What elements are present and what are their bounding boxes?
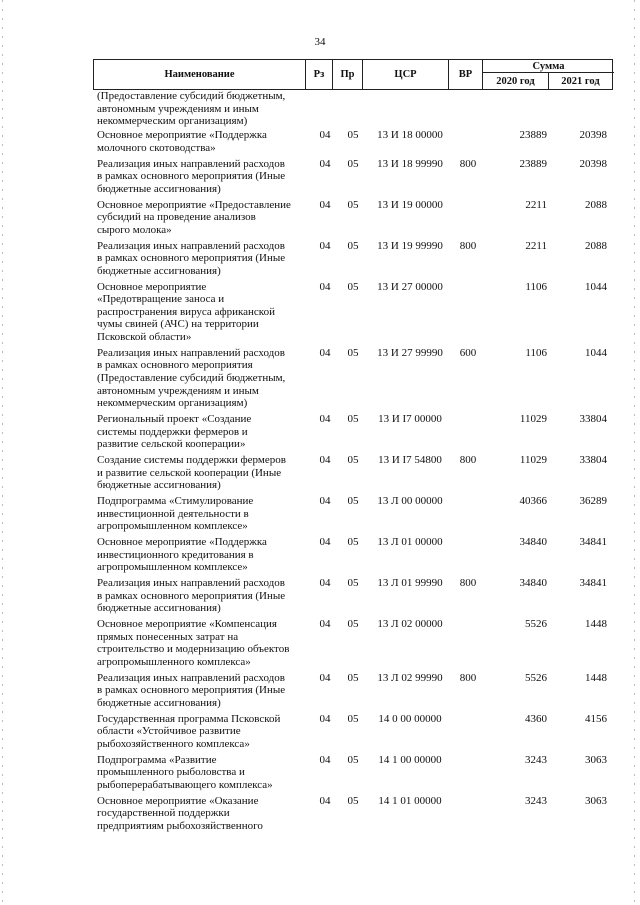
row-sum-2021: 20398 [579, 157, 607, 170]
row-pr: 05 [347, 198, 359, 211]
row-sum-2020: 3243 [525, 794, 547, 807]
row-pr: 05 [347, 577, 359, 590]
header-year-2021: 2021 год [561, 75, 600, 87]
row-sum-2021: 20398 [579, 129, 607, 142]
header-csr: ЦСР [363, 60, 449, 89]
row-sum-2021: 2088 [585, 239, 607, 252]
table-row [0, 129, 640, 157]
row-rz: 04 [319, 671, 331, 684]
row-pr: 05 [347, 536, 359, 549]
row-pr: 05 [347, 413, 359, 426]
row-sum-2021: 34841 [579, 536, 607, 549]
row-pr: 05 [347, 671, 359, 684]
header-rz: Рз [306, 60, 333, 89]
row-sum-2020: 2211 [525, 198, 547, 211]
table-row [0, 454, 640, 495]
row-sum-2020: 5526 [525, 618, 547, 631]
row-csr: 13 И 18 00000 [377, 129, 443, 142]
table-row [0, 347, 640, 413]
row-name: Реализация иных направлений расходов в рамках основного мероприятия (Иные бюджетные ассигнования) [97, 239, 286, 277]
table-row [0, 754, 640, 795]
row-vr: 800 [459, 239, 477, 252]
row-sum-2020: 1106 [525, 346, 547, 359]
row-sum-2020: 11029 [519, 454, 547, 467]
table-row [0, 240, 640, 281]
header-year-2020: 2020 год [483, 73, 549, 89]
row-sum-2020: 23889 [519, 157, 547, 170]
table-row [0, 199, 640, 240]
row-sum-2021: 36289 [579, 495, 607, 508]
row-csr: 14 0 00 00000 [378, 712, 442, 725]
row-name: Реализация иных направлений расходов в рамках основного мероприятия (Иные бюджетные ассигнования) [97, 671, 286, 709]
row-vr: 800 [459, 157, 477, 170]
row-name: Региональный проект «Создание системы поддержки фермеров и развитие сельской кооперации» [97, 413, 252, 451]
row-rz: 04 [319, 712, 331, 725]
row-sum-2021: 1044 [585, 346, 607, 359]
row-csr: 13 И 19 00000 [377, 198, 443, 211]
row-sum-2021: 1044 [585, 280, 607, 293]
row-rz: 04 [319, 794, 331, 807]
row-pr: 05 [347, 753, 359, 766]
table-row [0, 577, 640, 618]
row-rz: 04 [319, 198, 331, 211]
row-vr: 600 [459, 346, 477, 359]
row-csr: 13 И I7 00000 [378, 413, 442, 426]
table-row [0, 495, 640, 536]
row-sum-2020: 4360 [525, 712, 547, 725]
row-rz: 04 [319, 577, 331, 590]
row-rz: 04 [319, 536, 331, 549]
row-name: Создание системы поддержки фермеров и развитие сельской кооперации (Иные бюджетные ассигнования) [97, 454, 286, 492]
row-name: Основное мероприятие «Поддержка молочного скотоводства» [97, 129, 267, 154]
row-csr: 13 И 27 99990 [377, 346, 443, 359]
row-csr: 13 Л 01 00000 [377, 536, 443, 549]
row-pr: 05 [347, 129, 359, 142]
row-rz: 04 [319, 618, 331, 631]
row-csr: 14 1 01 00000 [378, 794, 442, 807]
row-sum-2020: 34840 [519, 577, 547, 590]
row-name: Реализация иных направлений расходов в рамках основного мероприятия (Иные бюджетные ассигнования) [97, 157, 286, 195]
table-header [93, 59, 613, 90]
table-row [0, 281, 640, 347]
row-name: Основное мероприятие «Оказание государственной поддержки предприятиям рыбохозяйственного [97, 794, 263, 832]
row-pr: 05 [347, 454, 359, 467]
header-sum-group [483, 60, 614, 89]
row-rz: 04 [319, 413, 331, 426]
row-rz: 04 [319, 346, 331, 359]
table-body [0, 90, 640, 836]
row-name: Основное мероприятие «Предотвращение заноса и распространения вируса африканской чумы свиней (АЧС) на территории Псковской области» [97, 280, 275, 344]
row-name: Реализация иных направлений расходов в рамках основного мероприятия (Предоставление субсидий бюджетным, автономным учреждениям и иным некоммерческим организациям) [97, 346, 286, 410]
row-sum-2021: 33804 [579, 413, 607, 426]
row-name: Подпрограмма «Стимулирование инвестиционной деятельности в агропромышленном комплексе» [97, 495, 254, 533]
page-number: 34 [314, 36, 326, 48]
row-name: Подпрограмма «Развитие промышленного рыболовства и рыбоперерабатывающего комплекса» [97, 753, 273, 791]
table-row [0, 713, 640, 754]
row-csr: 13 И 19 99990 [377, 239, 443, 252]
row-sum-2020: 23889 [519, 129, 547, 142]
row-sum-2020: 3243 [525, 753, 547, 766]
row-sum-2021: 1448 [585, 671, 607, 684]
table-row [0, 795, 640, 836]
row-pr: 05 [347, 346, 359, 359]
row-sum-2020: 34840 [519, 536, 547, 549]
row-sum-2021: 3063 [585, 794, 607, 807]
table-row [0, 158, 640, 199]
row-csr: 13 Л 01 99990 [377, 577, 443, 590]
row-name: Основное мероприятие «Поддержка инвестиционного кредитования в агропромышленном комплексе» [97, 536, 267, 574]
row-csr: 13 И 18 99990 [377, 157, 443, 170]
row-sum-2020: 2211 [525, 239, 547, 252]
row-csr: 13 И I7 54800 [378, 454, 442, 467]
row-name: (Предоставление субсидий бюджетным, автономным учреждениям и иным некоммерческим организациям) [97, 90, 286, 128]
row-sum-2020: 40366 [519, 495, 547, 508]
row-sum-2021: 2088 [585, 198, 607, 211]
row-sum-2021: 33804 [579, 454, 607, 467]
row-sum-2020: 11029 [519, 413, 547, 426]
row-csr: 13 И 27 00000 [377, 280, 443, 293]
row-pr: 05 [347, 157, 359, 170]
row-sum-2020: 1106 [525, 280, 547, 293]
row-vr: 800 [459, 577, 477, 590]
row-pr: 05 [347, 712, 359, 725]
row-rz: 04 [319, 129, 331, 142]
row-pr: 05 [347, 794, 359, 807]
row-pr: 05 [347, 280, 359, 293]
header-sum: Сумма [483, 60, 614, 73]
row-sum-2021: 34841 [579, 577, 607, 590]
row-pr: 05 [347, 618, 359, 631]
row-rz: 04 [319, 280, 331, 293]
row-name: Основное мероприятие «Предоставление субсидий на проведение анализов сырого молока» [97, 198, 291, 236]
row-name: Государственная программа Псковской области «Устойчивое развитие рыбохозяйственного комплекса» [97, 712, 281, 750]
table-row [0, 618, 640, 672]
row-csr: 14 1 00 00000 [378, 753, 442, 766]
row-sum-2020: 5526 [525, 671, 547, 684]
table-row [0, 90, 640, 129]
row-csr: 13 Л 02 99990 [377, 671, 443, 684]
row-vr: 800 [459, 454, 477, 467]
row-rz: 04 [319, 495, 331, 508]
row-sum-2021: 4156 [585, 712, 607, 725]
row-sum-2021: 1448 [585, 618, 607, 631]
row-vr: 800 [459, 671, 477, 684]
table-row [0, 672, 640, 713]
row-pr: 05 [347, 495, 359, 508]
row-rz: 04 [319, 239, 331, 252]
row-csr: 13 Л 00 00000 [377, 495, 443, 508]
header-name: Наименование [94, 60, 306, 89]
row-pr: 05 [347, 239, 359, 252]
row-name: Основное мероприятие «Компенсация прямых понесенных затрат на строительство и модернизацию объектов агропромышленного комплекса» [97, 618, 290, 668]
row-name: Реализация иных направлений расходов в рамках основного мероприятия (Иные бюджетные ассигнования) [97, 577, 286, 615]
row-rz: 04 [319, 454, 331, 467]
row-rz: 04 [319, 157, 331, 170]
row-csr: 13 Л 02 00000 [377, 618, 443, 631]
row-sum-2021: 3063 [585, 753, 607, 766]
header-pr: Пр [333, 60, 363, 89]
table-row [0, 413, 640, 454]
row-rz: 04 [319, 753, 331, 766]
table-row [0, 536, 640, 577]
header-vr: ВР [449, 60, 483, 89]
